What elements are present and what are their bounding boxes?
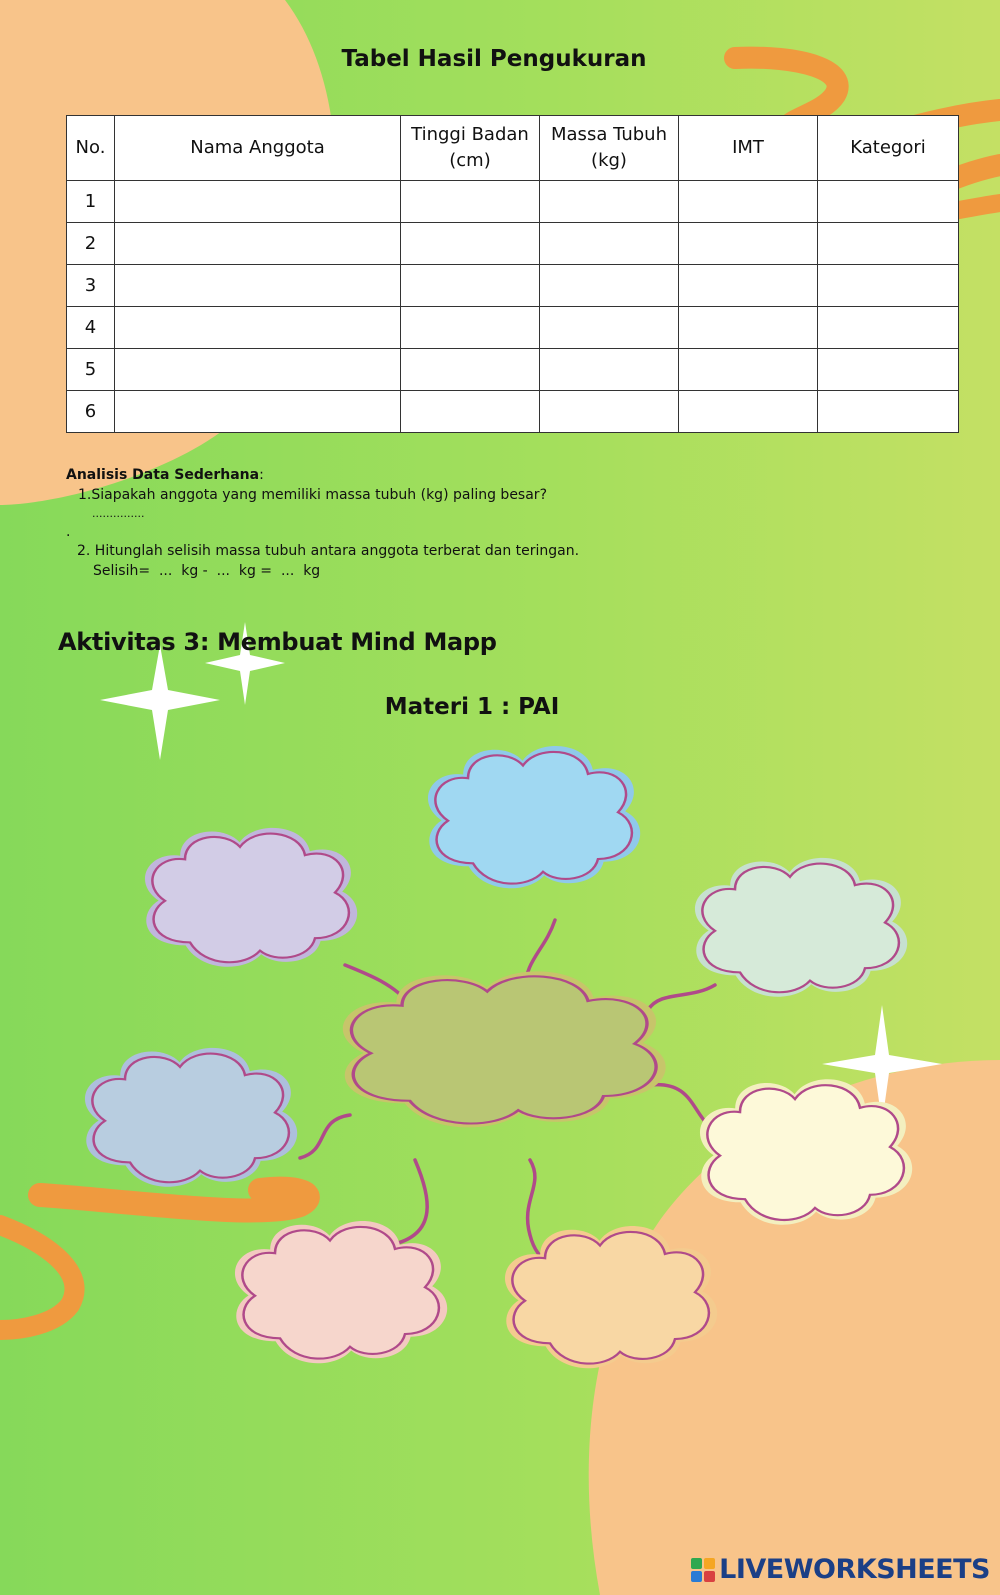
cell-tinggi[interactable]: [401, 307, 540, 349]
table-row: [67, 349, 959, 391]
header-massa-line2: (kg): [591, 150, 627, 171]
cell-kategori[interactable]: [818, 265, 959, 307]
cloud-top-blue[interactable]: [428, 746, 640, 888]
cell-nama[interactable]: [115, 223, 401, 265]
header-massa: [540, 116, 679, 181]
header-kategori: Kategori: [818, 116, 959, 181]
analysis-section: [66, 465, 579, 581]
answer-formula-2[interactable]: Selisih= ... kg - ... kg = ... kg: [93, 563, 321, 579]
cloud-bottom-pink[interactable]: [235, 1221, 447, 1363]
header-tinggi-line2: (cm): [449, 150, 491, 171]
cell-nama[interactable]: [115, 307, 401, 349]
answer-blank-1[interactable]: ...............: [92, 507, 145, 520]
header-massa-line1: Massa Tubuh: [551, 124, 667, 145]
cloud-bottom-peach[interactable]: [505, 1226, 717, 1368]
liveworksheets-logo-icon: [691, 1558, 715, 1582]
cell-imt[interactable]: [679, 181, 818, 223]
connector-bottom-pink: [390, 1160, 427, 1245]
row-number: 1: [67, 181, 115, 223]
cell-massa[interactable]: [540, 265, 679, 307]
cell-massa[interactable]: [540, 349, 679, 391]
table-row: [67, 223, 959, 265]
cell-tinggi[interactable]: [401, 181, 540, 223]
table-title: Tabel Hasil Pengukuran: [341, 46, 647, 72]
cell-nama[interactable]: [115, 181, 401, 223]
header-imt: IMT: [679, 116, 818, 181]
table-row: [67, 307, 959, 349]
stray-dot: .: [66, 524, 71, 540]
table-row: [67, 265, 959, 307]
cell-kategori[interactable]: [818, 223, 959, 265]
cell-nama[interactable]: [115, 265, 401, 307]
cell-kategori[interactable]: [818, 307, 959, 349]
cell-imt[interactable]: [679, 391, 818, 433]
row-number: 6: [67, 391, 115, 433]
liveworksheets-logo: [691, 1554, 990, 1585]
cell-tinggi[interactable]: [401, 349, 540, 391]
row-number: 5: [67, 349, 115, 391]
question-1: 1.Siapakah anggota yang memiliki massa tubuh (kg) paling besar?: [78, 487, 547, 503]
header-nama: Nama Anggota: [115, 116, 401, 181]
cell-massa[interactable]: [540, 223, 679, 265]
cell-imt[interactable]: [679, 307, 818, 349]
cell-imt[interactable]: [679, 223, 818, 265]
cell-tinggi[interactable]: [401, 223, 540, 265]
cloud-right-mint[interactable]: [695, 858, 907, 997]
cell-massa[interactable]: [540, 181, 679, 223]
header-no: No.: [67, 116, 115, 181]
cell-nama[interactable]: [115, 349, 401, 391]
cloud-center[interactable]: [343, 971, 666, 1127]
table-row: [67, 181, 959, 223]
cloud-right-cream[interactable]: [700, 1079, 912, 1225]
header-tinggi-line1: Tinggi Badan: [411, 124, 529, 145]
table-row: [67, 391, 959, 433]
cell-tinggi[interactable]: [401, 391, 540, 433]
brand-name: LIVEWORKSHEETS: [719, 1554, 990, 1585]
activity-title: Aktivitas 3: Membuat Mind Mapp: [58, 628, 497, 656]
analysis-heading-line: [66, 465, 579, 485]
measurement-table: [66, 115, 959, 433]
cell-massa[interactable]: [540, 307, 679, 349]
question-2: 2. Hitunglah selisih massa tubuh antara anggota terberat dan teringan.: [77, 543, 580, 559]
cell-imt[interactable]: [679, 349, 818, 391]
analysis-heading-colon: :: [259, 467, 264, 483]
cell-tinggi[interactable]: [401, 265, 540, 307]
cell-imt[interactable]: [679, 265, 818, 307]
cell-kategori[interactable]: [818, 391, 959, 433]
header-tinggi: [401, 116, 540, 181]
connector-left-grey: [300, 1115, 350, 1158]
analysis-heading: Analisis Data Sederhana: [66, 467, 260, 483]
cloud-left-grey-blue[interactable]: [85, 1048, 297, 1187]
cell-massa[interactable]: [540, 391, 679, 433]
row-number: 2: [67, 223, 115, 265]
cell-nama[interactable]: [115, 391, 401, 433]
cell-kategori[interactable]: [818, 349, 959, 391]
cell-kategori[interactable]: [818, 181, 959, 223]
cloud-left-purple[interactable]: [145, 828, 357, 967]
table-header-row: [67, 116, 959, 181]
materi-title: Materi 1 : PAI: [384, 694, 560, 720]
mind-map: [0, 720, 1000, 1420]
row-number: 4: [67, 307, 115, 349]
connector-right-mint: [648, 985, 715, 1010]
row-number: 3: [67, 265, 115, 307]
